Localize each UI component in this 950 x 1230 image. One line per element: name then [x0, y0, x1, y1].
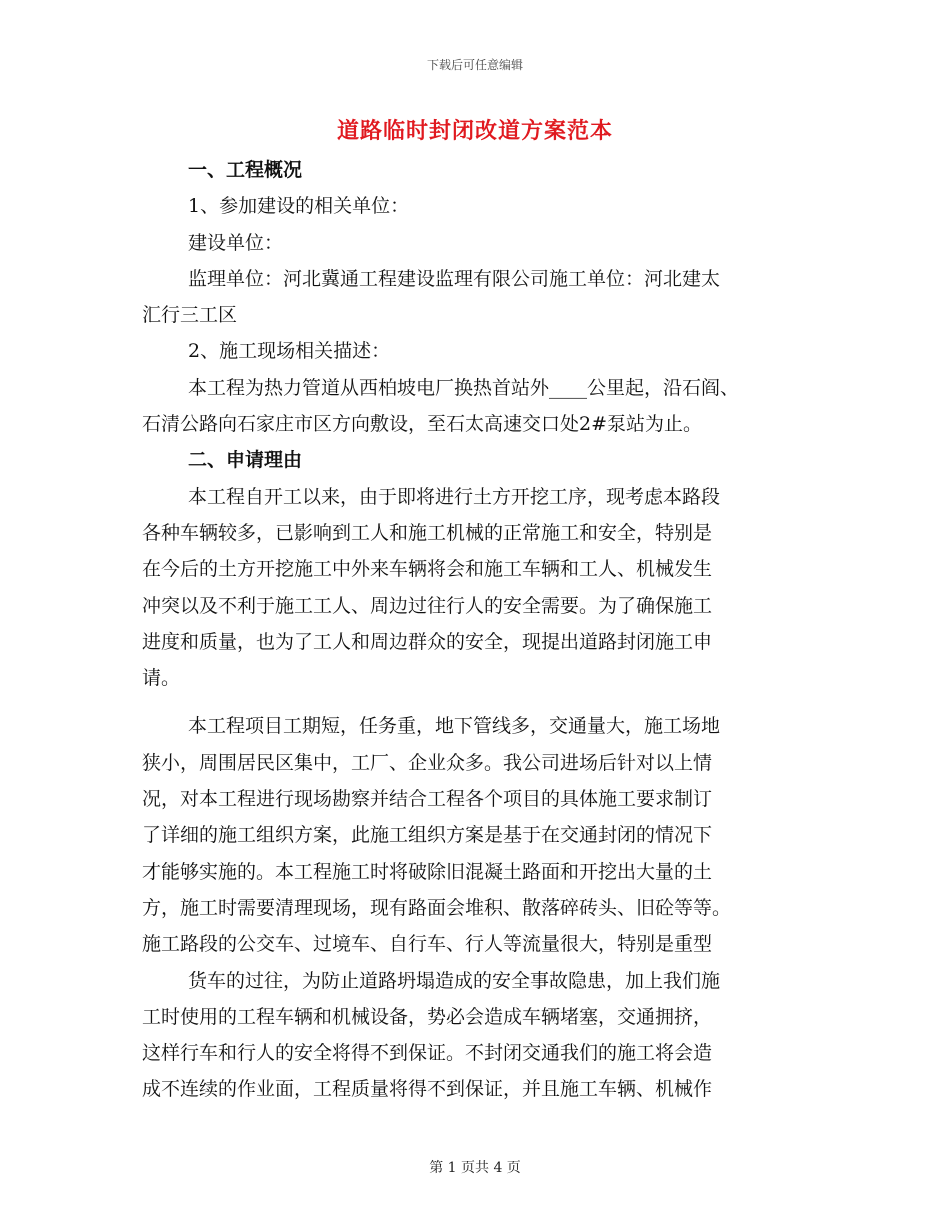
text-line: 各种车辆较多，已影响到工人和施工机械的正常施工和安全，特别是 [142, 521, 713, 544]
section-heading: 一、工程概况 [188, 159, 303, 181]
text-line: 石清公路向石家庄市区方向敷设，至石太高速交口处2#泵站为止。 [142, 413, 703, 436]
text-line: 在今后的土方开挖施工中外来车辆将会和施工车辆和工人、机械发生 [142, 558, 713, 581]
text-line: 冲突以及不利于施工工人、周边过往行人的安全需要。为了确保施工 [142, 594, 713, 617]
text-line: 本工程为热力管道从西柏坡电厂换热首站外____公里起，沿石阎、 [188, 376, 740, 399]
text-line: 况，对本工程进行现场勘察并结合工程各个项目的具体施工要求制订 [142, 788, 713, 811]
text-line: 请。 [142, 667, 181, 690]
text-line: 工时使用的工程车辆和机械设备，势必会造成车辆堵塞，交通拥挤， [142, 1005, 713, 1028]
page-footer: 第 1 页共 4 页 [429, 1160, 521, 1176]
text-line: 狭小，周围居民区集中，工厂、企业众多。我公司进场后针对以上情 [142, 751, 713, 774]
text-line: 本工程项目工期短，任务重，地下管线多，交通量大，施工场地 [188, 715, 721, 738]
text-line: 货车的过往，为防止道路坍塌造成的安全事故隐患，加上我们施 [188, 969, 721, 992]
document-title: 道路临时封闭改道方案范本 [336, 118, 613, 144]
text-line: 方，施工时需要清理现场，现有路面会堆积、散落碎砖头、旧砼等等。 [142, 896, 732, 919]
text-line: 建设单位： [188, 231, 284, 254]
text-line: 监理单位：河北冀通工程建设监理有限公司施工单位：河北建太 [188, 267, 721, 290]
page-header-note: 下载后可任意编辑 [426, 58, 523, 72]
text-line: 本工程自开工以来，由于即将进行土方开挖工序，现考虑本路段 [188, 485, 721, 508]
text-line: 1、参加建设的相关单位： [188, 195, 410, 218]
text-line: 才能够实施的。本工程施工时将破除旧混凝土路面和开挖出大量的土 [142, 860, 713, 883]
document-body [142, 152, 810, 1108]
text-line: 施工路段的公交车、过境车、自行车、行人等流量很大，特别是重型 [142, 933, 713, 956]
text-line: 进度和质量，也为了工人和周边群众的安全，现提出道路封闭施工申 [142, 630, 713, 653]
text-line: 了详细的施工组织方案，此施工组织方案是基于在交通封闭的情况下 [142, 824, 713, 847]
text-line: 2、施工现场相关描述： [188, 340, 391, 363]
text-line: 这样行车和行人的安全将得不到保证。不封闭交通我们的施工将会造 [142, 1042, 713, 1065]
section-heading: 二、申请理由 [188, 449, 303, 472]
paragraph-gap [142, 696, 810, 708]
text-line: 成不连续的作业面，工程质量将得不到保证，并且施工车辆、机械作 [142, 1078, 713, 1101]
text-line: 汇行三工区 [142, 304, 238, 327]
